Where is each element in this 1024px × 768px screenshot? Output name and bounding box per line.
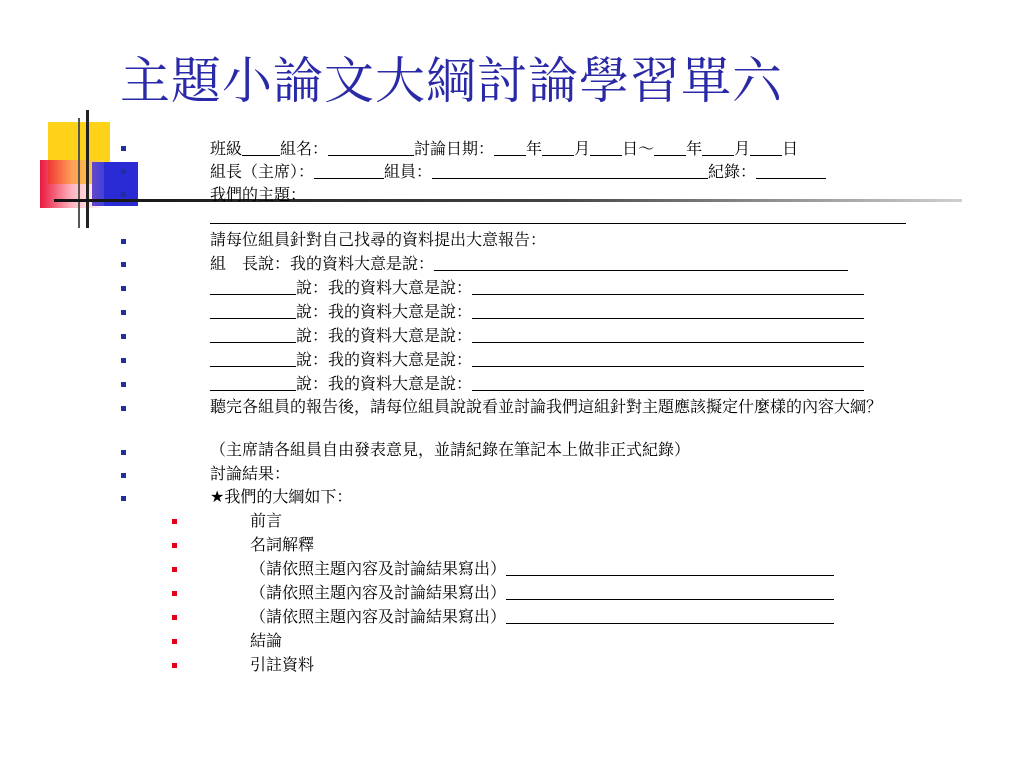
outline-item-body bbox=[250, 606, 834, 628]
month2-blank[interactable] bbox=[702, 139, 734, 156]
member-report-label: 說：我的資料大意是說： bbox=[296, 278, 473, 297]
outline-body-label: （請依照主題內容及討論結果寫出） bbox=[250, 559, 507, 578]
bullet bbox=[121, 239, 126, 244]
member-report-label: 說：我的資料大意是說： bbox=[296, 350, 473, 369]
group-name-blank[interactable] bbox=[328, 139, 414, 156]
page-title: 主題小論文大綱討論學習單六 bbox=[120, 52, 783, 110]
outline-item-terms: 名詞解釋 bbox=[250, 535, 315, 554]
leader-report-blank[interactable] bbox=[434, 254, 848, 271]
chair-instruction: （主席請各組員自由發表意見，並請紀錄在筆記本上做非正式紀錄） bbox=[210, 440, 691, 459]
bullet bbox=[121, 358, 126, 363]
outline-body-blank[interactable] bbox=[506, 583, 834, 600]
sub-bullet bbox=[172, 519, 177, 524]
outline-heading: ★我們的大綱如下： bbox=[210, 487, 353, 506]
bullet bbox=[121, 262, 126, 267]
class-label: 班級 bbox=[210, 139, 243, 158]
month-label: 月 bbox=[574, 139, 591, 158]
discussion-result-label: 討論結果： bbox=[210, 464, 291, 483]
member-report-line bbox=[210, 373, 864, 395]
day-blank[interactable] bbox=[590, 139, 622, 156]
class-blank[interactable] bbox=[242, 139, 280, 156]
deco-vertical-line bbox=[86, 110, 89, 228]
member-report-blank[interactable] bbox=[472, 302, 864, 319]
outline-body-label: （請依照主題內容及討論結果寫出） bbox=[250, 607, 507, 626]
sub-bullet bbox=[172, 567, 177, 572]
topic-label: 我們的主題： bbox=[210, 185, 307, 204]
bullet bbox=[121, 450, 126, 455]
outline-body-blank[interactable] bbox=[506, 607, 834, 624]
leader-report-line bbox=[210, 253, 848, 275]
sub-bullet bbox=[172, 663, 177, 668]
day2-blank[interactable] bbox=[750, 139, 782, 156]
member-report-line bbox=[210, 325, 864, 347]
outline-item-conclusion: 結論 bbox=[250, 631, 283, 650]
outline-item-intro: 前言 bbox=[250, 511, 283, 530]
month-blank[interactable] bbox=[542, 139, 574, 156]
discussion-date-label: 討論日期： bbox=[414, 139, 495, 158]
outline-body-blank[interactable] bbox=[506, 559, 834, 576]
bullet bbox=[121, 169, 126, 174]
month2-label: 月 bbox=[734, 139, 751, 158]
member-report-label: 說：我的資料大意是說： bbox=[296, 374, 473, 393]
outline-item-body bbox=[250, 558, 834, 580]
bullet bbox=[121, 286, 126, 291]
bullet bbox=[121, 382, 126, 387]
year-blank[interactable] bbox=[494, 139, 526, 156]
member-name-blank[interactable] bbox=[210, 278, 296, 295]
bullet bbox=[121, 496, 126, 501]
leader-members-line bbox=[210, 161, 826, 183]
bullet bbox=[121, 473, 126, 478]
day-tilde-label: 日～ bbox=[622, 139, 655, 158]
member-name-blank[interactable] bbox=[210, 350, 296, 367]
member-report-label: 說：我的資料大意是說： bbox=[296, 326, 473, 345]
sub-bullet bbox=[172, 591, 177, 596]
outline-item-body bbox=[250, 582, 834, 604]
day2-label: 日 bbox=[782, 139, 799, 158]
year2-label: 年 bbox=[686, 139, 703, 158]
member-report-line bbox=[210, 277, 864, 299]
leader-report-label: 組 長說：我的資料大意是說： bbox=[210, 254, 435, 273]
outline-discussion-instruction: 聽完各組員的報告後，請每位組員說說看並討論我們這組針對主題應該擬定什麼樣的內容大綱？ bbox=[210, 397, 883, 416]
recorder-blank[interactable] bbox=[756, 162, 826, 179]
bullet bbox=[121, 192, 126, 197]
sub-bullet bbox=[172, 543, 177, 548]
sub-bullet bbox=[172, 615, 177, 620]
leader-label: 組長（主席）： bbox=[210, 162, 315, 181]
outline-item-references: 引註資料 bbox=[250, 655, 315, 674]
bullet bbox=[121, 146, 126, 151]
bullet bbox=[121, 334, 126, 339]
members-blank[interactable] bbox=[432, 162, 708, 179]
member-name-blank[interactable] bbox=[210, 302, 296, 319]
bullet bbox=[121, 406, 126, 411]
member-report-label: 說：我的資料大意是說： bbox=[296, 302, 473, 321]
member-report-blank[interactable] bbox=[472, 374, 864, 391]
leader-blank[interactable] bbox=[314, 162, 384, 179]
member-report-line bbox=[210, 301, 864, 323]
deco-vertical-line-thin bbox=[78, 118, 80, 228]
topic-blank[interactable] bbox=[210, 207, 906, 224]
year-label: 年 bbox=[526, 139, 543, 158]
group-name-label: 組名： bbox=[280, 139, 329, 158]
member-name-blank[interactable] bbox=[210, 326, 296, 343]
report-instruction: 請每位組員針對自己找尋的資料提出大意報告： bbox=[210, 230, 547, 249]
class-info-line bbox=[210, 138, 798, 160]
member-name-blank[interactable] bbox=[210, 374, 296, 391]
outline-body-label: （請依照主題內容及討論結果寫出） bbox=[250, 583, 507, 602]
member-report-blank[interactable] bbox=[472, 278, 864, 295]
year2-blank[interactable] bbox=[654, 139, 686, 156]
member-report-blank[interactable] bbox=[472, 326, 864, 343]
deco-horizontal-line bbox=[54, 199, 962, 202]
member-report-blank[interactable] bbox=[472, 350, 864, 367]
bullet bbox=[121, 310, 126, 315]
sub-bullet bbox=[172, 639, 177, 644]
member-report-line bbox=[210, 349, 864, 371]
members-label: 組員： bbox=[384, 162, 433, 181]
recorder-label: 紀錄： bbox=[708, 162, 757, 181]
